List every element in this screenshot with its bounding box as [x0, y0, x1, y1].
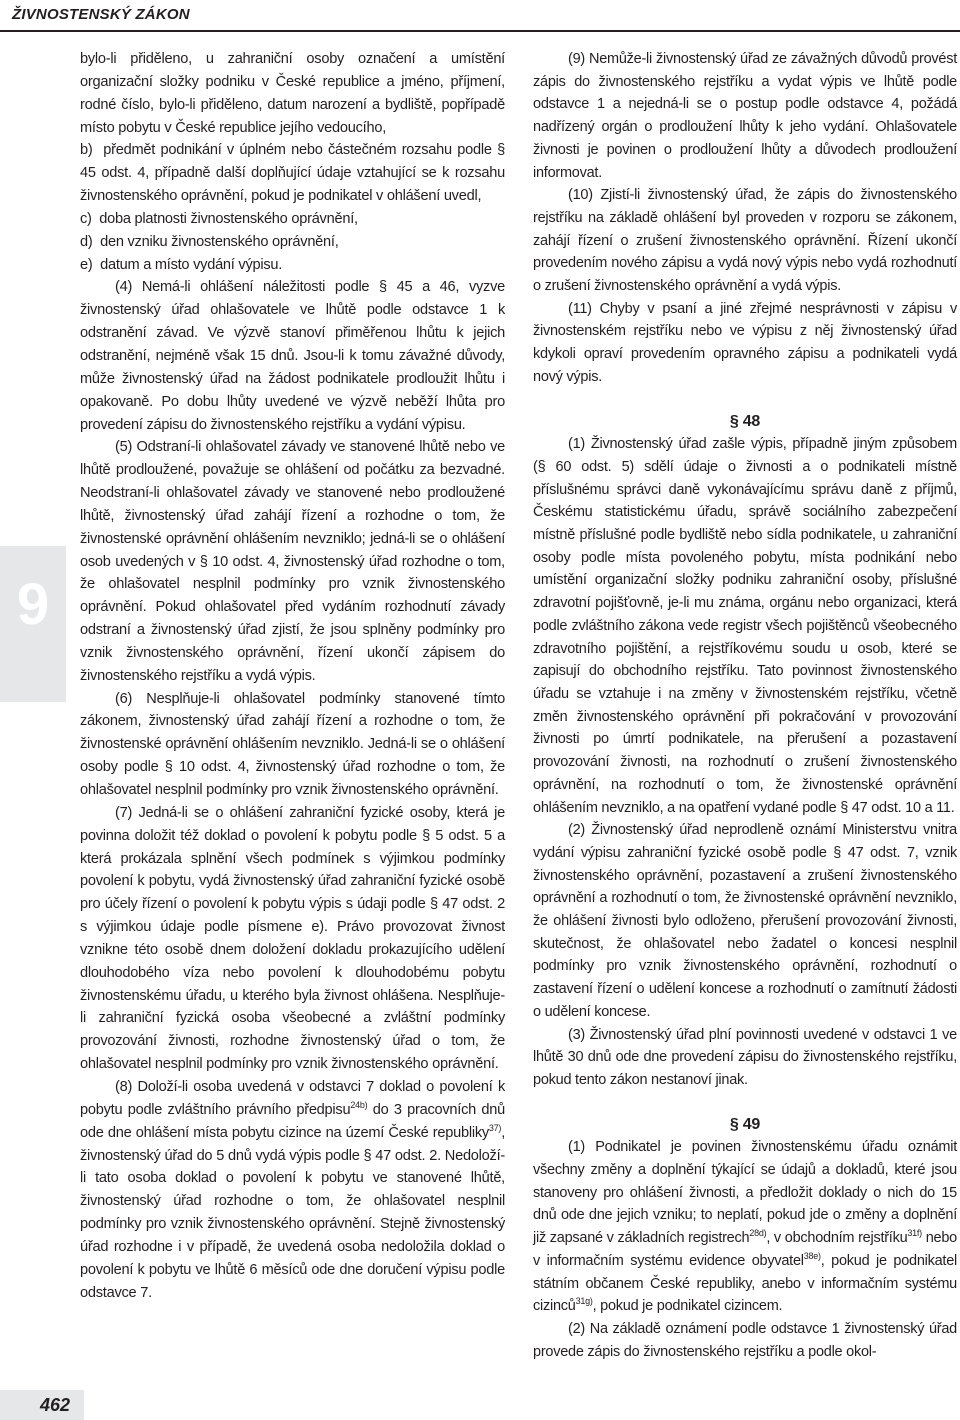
header-title: ŽIVNOSTENSKÝ ZÁKON [12, 6, 190, 23]
paragraph-6: (6) Nesplňuje-li ohlašovatel podmínky stanovené tímto zákonem, živnostenský úřad zahájí řízení a rozhodne o tom, že živnostenské oprávnění ohlášením nevzniklo. Jedná-li se o ohlášení osoby podle § 10 odst. 4, živnostenský úřad rozhodne o tom, že ohlašovatel nesplnil podmínky pro vznik živnostenského oprávnění. [80, 690, 505, 798]
section-49-paragraph-2: (2) Na základě oznámení podle odstavce 1 živnostenský úřad provede zápis do živnostenského rejstříku a podle okol- [533, 1320, 957, 1360]
section-spacer [533, 389, 957, 411]
paragraph-7: (7) Jedná-li se o ohlášení zahraniční fyzické osoby, která je povinna doložit též doklad o povolení k pobytu podle § 5 odst. 5 a která prokázala splnění všech podmínek s výjimkou podmínky povolení k pobytu, vydá živnostenský úřad zahraniční fyzické osobě pro účely řízení o povolení k pobytu výpis s údaji podle § 47 odst. 2 s výjimkou údaje podle písmene e). Právo provozovat živnost vznikne této osobě dnem doložení dokladu prokazujícího udělení dlouhodobého víza nebo povolení k dlouhodobému pobytu živnostenskému úřadu, u kterého byla živnost ohlášena. Nesplňuje-li zahraniční fyzická osoba všeobecné a zvláštní podmínky provozování živnosti, rozhodne živnostenský úřad o tom, že ohlašovatel nesplnil podmínky pro vznik živnostenského oprávnění. [80, 804, 505, 1073]
section-48-paragraph-1: (1) Živnostenský úřad zašle výpis, případně jiným způsobem (§ 60 odst. 5) sdělí údaje o živnosti a o podnikateli místně příslušnému správci daně vykonávajícímu správu daně z příjmů, Českému statistickému úřadu, správě sociálního zabezpečení místně příslušné podle bydliště nebo sídla podnikatele, u zahraniční osoby podle místa povoleného pobytu, místa podnikání nebo umístění organizační složky podniku zahraniční osoby, příslušné zdravotní pojišťovně, je-li mu známa, orgánu nebo organizaci, která podle zvláštního zákona vede registr všech pojištěnců všeobecného zdravotního pojištění, a rejstříkovému soudu u osob, které se zapisují do obchodního rejstříku. Tato povinnost živnostenského úřadu se vztahuje i na změny v živnostenském rejstříku, včetně změn živnostenského oprávnění při pokračování v provozování živnosti po úmrtí podnikatele, na přerušení a pozastavení provozování živnosti, na rozhodnutí o zrušení živnostenského oprávnění, na rozhodnutí o tom, že živnostenské oprávnění ohlášením nevzniklo, a na opatření vydané podle § 47 odst. 10 a 11. [533, 436, 957, 816]
footnote-ref: 31g) [575, 1296, 593, 1307]
section-48-paragraph-3: (3) Živnostenský úřad plní povinnosti uvedené v odstavci 1 ve lhůtě 30 dnů ode dne provedení zápisu do živnostenského rejstříku, pokud tento zákon nestanoví jinak. [533, 1026, 957, 1088]
page-number: 462 [40, 1395, 71, 1415]
running-header [0, 0, 960, 40]
section-49-p1-text-e: , pokud je podnikatel cizincem. [592, 1298, 783, 1315]
footnote-ref: 37) [488, 1122, 502, 1133]
paragraph-5: (5) Odstraní-li ohlašovatel závady ve stanovené lhůtě nebo ve lhůtě prodloužené, považuje se ohlášení od počátku za bezvadné. Neodstraní-li ohlašovatel závady ve stanovené nebo prodloužené lhůtě, živnostenský úřad zahájí řízení a rozhodne o tom, že živnostenské oprávnění ohlášením nevzniklo; jedná-li se o ohlášení osob uvedených v § 10 odst. 4, živnostenský úřad rozhodne o tom, že ohlašovatel nesplnil podmínky pro vznik živnostenského oprávnění. Pokud ohlašovatel před vydáním rozhodnutí závady odstraní a živnostenský úřad zjistí, že jsou splněny podmínky pro vznik živnostenského oprávnění, řízení ukončí zápisem do živnostenského rejstříku a vydá výpis. [80, 439, 505, 684]
paragraph-8-text-b: do 3 pracovních dnů ode dne ohlášení místa pobytu cizince na území České republiky [80, 1101, 505, 1141]
list-item-b: b) předmět podnikání v úplném nebo částečném rozsahu podle § 45 odst. 4, případně další doplňující údaje vztahující se k rozsahu živnostenského oprávnění, pokud je podnikatel v ohlášení uvedl, [80, 142, 505, 205]
chapter-tab [0, 546, 66, 702]
paragraph-8 [80, 1076, 505, 1304]
section-49-p1-text-d: , pokud je podnikatel státním občanem České republiky, anebo v informačním systému cizinců [533, 1252, 957, 1315]
section-spacer [533, 1092, 957, 1114]
paragraph-4: (4) Nemá-li ohlášení náležitosti podle § 45 a 46, vyzve živnostenský úřad ohlašovatele ve lhůtě podle odstavce 1 k odstranění závad. Ve výzvě stanoví přiměřenou lhůtu k jejich odstranění, nejméně však 15 dnů. Jsou-li k tomu závažné důvody, může živnostenský úřad na žádost podnikatele prodloužit lhůtu i opakovaně. Po dobu lhůty uvedené ve výzvě neběží lhůta pro provedení zápisu do živnostenského rejstříku a vydání výpisu. [80, 279, 505, 433]
chapter-tab-number: 9 [16, 572, 50, 637]
section-48-paragraph-2: (2) Živnostenský úřad neprodleně oznámí Ministerstvu vnitra vydání výpisu zahraniční fyzické osobě podle § 47 odst. 7, vznik živnostenského oprávnění, pozastavení a zrušení živnostenského oprávnění a rozhodnutí o tom, že živnostenské oprávnění nevzniklo, že ohlášení živnosti bylo odloženo, přerušení provozování živnosti, skutečnost, že ohlašovatel nebo žadatel o koncesi nesplnil podmínky pro vznik živnostenského oprávnění, rozhodnutí o zastavení řízení o udělení koncese a rozhodnutí o zamítnutí žádosti o udělení koncese. [533, 822, 957, 1020]
paragraph-8-text-a: (8) Doloží-li osoba uvedená v odstavci 7 doklad o povolení k pobytu podle zvláštního právního předpisu [80, 1078, 505, 1118]
paragraph-continuation: bylo-li přiděleno, u zahraniční osoby označení a umístění organizační složky podniku v České republice a jméno, příjmení, rodné číslo, bylo-li přiděleno, datum narození a bydliště, popřípadě místo pobytu v České republice jejího vedoucího, [80, 51, 505, 136]
footnote-ref: 28d) [749, 1228, 767, 1239]
paragraph-8-text-c: , živnostenský úřad do 5 dnů vydá výpis podle § 47 odst. 2. Nedoloží-li tato osoba doklad o povolení k pobytu ve stanovené lhůtě, živnostenský úřad rozhodne o tom, že ohlašovatel nesplnil podmínky pro vznik živnostenského oprávnění. Stejně živnostenský úřad rozhodne i v případě, že uvedená osoba nedoložila doklad o povolení k pobytu ve lhůtě 6 měsíců ode dne doručení výpisu podle odstavce 7. [80, 1124, 505, 1301]
section-49-p1-text-b: , v obchodním rejstříku [766, 1230, 908, 1247]
list-item-c: c) doba platnosti živnostenského oprávnění, [80, 210, 358, 227]
section-49-heading: § 49 [729, 1115, 761, 1133]
section-49-p1-text-a: (1) Podnikatel je povinen živnostenskému úřadu oznámit všechny změny a doplnění týkající se údajů a dokladů, které jsou stanoveny pro ohlášení živnosti, a předložit doklady o nich do 15 dnů ode dne jejich vzniku; to neplatí, pokud jde o změny a doplnění již zapsané v základních registrech [533, 1139, 957, 1247]
right-column [533, 48, 957, 1363]
paragraph-9: (9) Nemůže-li živnostenský úřad ze závažných důvodů provést zápis do živnostenského rejstříku a vydat výpis ve lhůtě podle odstavce 1 a nejedná-li se o postup podle odstavce 4, požádá nadřízený orgán o prodloužení lhůty k jeho vydání. Ohlašovatele živnosti je povinen o prodloužení lhůty a důvodech prodloužení informovat. [533, 51, 957, 181]
section-48-heading: § 48 [729, 412, 761, 430]
section-49-paragraph-1 [533, 1136, 957, 1318]
footnote-ref: 38e) [803, 1251, 821, 1262]
paragraph-11: (11) Chyby v psaní a jiné zřejmé nesprávnosti v zápisu v živnostenském rejstříku nebo ve výpisu z něj živnostenský úřad kdykoli opraví provedením opravného zápisu a podnikateli vydá nový výpis. [533, 300, 957, 385]
left-column [80, 48, 505, 1304]
section-49-p1-text-c: nebo v informačním systému evidence obyvatel [533, 1230, 957, 1269]
footnote-ref: 31f) [907, 1228, 922, 1239]
footnote-ref: 24b) [350, 1099, 368, 1110]
paragraph-10: (10) Zjistí-li živnostenský úřad, že zápis do živnostenského rejstříku na základě ohlášení byl proveden v rozporu se zákonem, zahájí řízení o zrušení živnostenského oprávnění. Řízení ukončí provedením nového zápisu a vydá nový výpis nebo vydá rozhodnutí o zrušení živnostenského oprávnění a vydá výpis. [533, 187, 957, 295]
header-rule [0, 30, 960, 32]
list-item-d: d) den vzniku živnostenského oprávnění, [80, 233, 339, 250]
page-footer [0, 1390, 84, 1420]
list-item-e: e) datum a místo vydání výpisu. [80, 256, 283, 273]
